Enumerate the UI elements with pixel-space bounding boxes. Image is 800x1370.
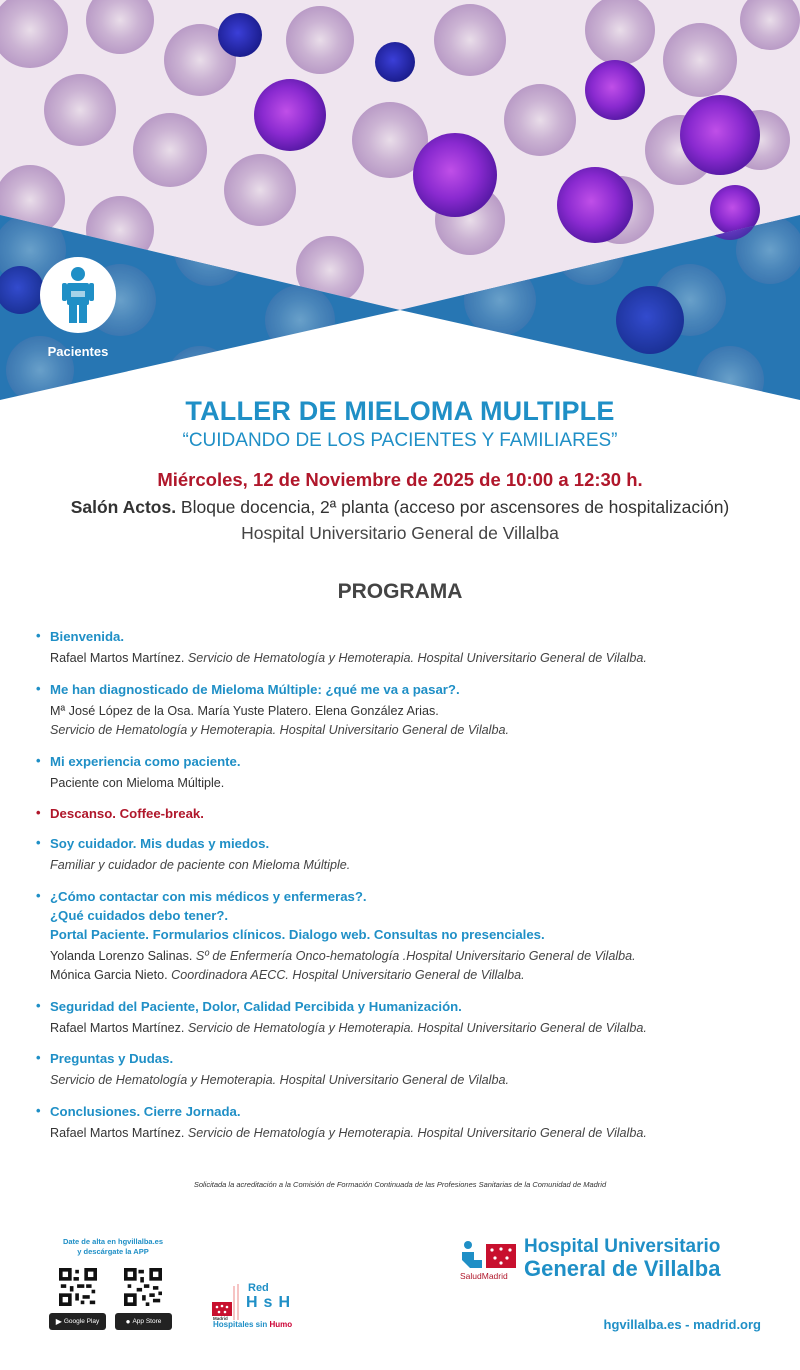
bullet-icon: • <box>36 805 41 820</box>
item-title: Soy cuidador. Mis dudas y miedos. <box>50 836 270 851</box>
item-title: Mi experiencia como paciente. <box>50 753 241 769</box>
item-title: Conclusiones. Cierre Jornada. <box>50 1103 241 1119</box>
play-store-icon: ▶ <box>55 1317 62 1326</box>
bullet-icon: • <box>36 1050 41 1065</box>
app-store-button[interactable] <box>115 1313 172 1330</box>
list-item <box>36 997 776 1039</box>
item-speaker: Mónica Garcia Nieto. Coordinadora AECC. Hospital Universitario General de Villalba. <box>50 968 525 982</box>
app-promo-line2: y descárgate la APP <box>77 1247 149 1256</box>
event-date: Miércoles, 12 de Noviembre de 2025 de 10:00 a 12:30 h. <box>157 469 643 490</box>
item-title: Seguridad del Paciente, Dolor, Calidad Percibida y Humanización. <box>50 998 462 1014</box>
item-title: Preguntas y Dudas. <box>50 1051 174 1066</box>
item-speaker: Paciente con Mieloma Múltiple. <box>50 775 225 790</box>
app-store-label: App Store <box>132 1318 162 1325</box>
bullet-icon: • <box>36 887 41 903</box>
app-promo <box>40 1237 186 1257</box>
list-item <box>36 680 776 741</box>
item-title-line3: Portal Paciente. Formularios clínicos. Dialogo web. Consultas no presenciales. <box>50 926 545 942</box>
event-subtitle: “CUIDANDO DE LOS PACIENTES Y FAMILIARES” <box>182 430 618 451</box>
bullet-icon: • <box>36 1102 41 1118</box>
venue-name: Salón Actos. <box>70 497 177 517</box>
program-heading: PROGRAMA <box>337 580 463 603</box>
website-link[interactable]: hgvillalba.es - madrid.org <box>603 1317 761 1332</box>
google-play-button[interactable] <box>49 1313 106 1330</box>
item-speaker: Rafael Martos Martínez. Servicio de Hematología y Hemoterapia. Hospital Universitario General de Vilalba. <box>50 1125 647 1140</box>
list-item <box>36 1049 776 1091</box>
item-speaker: Mª José López de la Osa. María Yuste Platero. Elena González Arias. <box>50 703 439 718</box>
list-item <box>36 887 776 986</box>
bullet-icon: • <box>36 680 41 696</box>
red-subtitle: Hospitales sin Humo <box>213 1320 293 1329</box>
program-list <box>36 627 776 1154</box>
item-speaker: Rafael Martos Martínez. Servicio de Hematología y Hemoterapia. Hospital Universitario General de Vilalba. <box>50 1020 647 1035</box>
patient-badge <box>40 257 116 333</box>
patient-person-icon <box>58 265 98 325</box>
item-speaker: Servicio de Hematología y Hemoterapia. Hospital Universitario General de Vilalba. <box>50 723 509 737</box>
app-promo-line1[interactable]: Date de alta en hgvillalba.es <box>62 1237 164 1246</box>
item-title: ¿Cómo contactar con mis médicos y enfermeras?. <box>50 888 367 904</box>
list-item <box>36 627 776 669</box>
accreditation-note: Solicitada la acreditación a la Comisión de Formación Continuada de las Profesiones Sanitarias de la Comunidad de Madrid <box>193 1180 607 1189</box>
item-speaker: Rafael Martos Martínez. Servicio de Hematología y Hemoterapia. Hospital Universitario General de Vilalba. <box>50 651 647 665</box>
hospital-logo-line1: Hospital Universitario <box>524 1236 721 1257</box>
bullet-icon: • <box>36 835 41 850</box>
hsh-label: HsH <box>246 1294 297 1311</box>
item-title: Bienvenida. <box>50 629 125 644</box>
bullet-icon: • <box>36 997 41 1013</box>
red-label: Red <box>248 1282 269 1294</box>
list-item <box>36 834 776 876</box>
list-item <box>36 804 776 823</box>
event-hospital: Hospital Universitario General de Villalba <box>241 523 559 543</box>
item-speaker: Yolanda Lorenzo Salinas. Sº de Enfermería Onco-hematología .Hospital Universitario General de Vilalba. <box>50 948 636 963</box>
item-speaker: Servicio de Hematología y Hemoterapia. Hospital Universitario General de Vilalba. <box>50 1073 509 1087</box>
hospital-logo-line2: General de Villalba <box>524 1256 721 1281</box>
bullet-icon: • <box>36 752 41 768</box>
item-title: Me han diagnosticado de Mieloma Múltiple: ¿qué me va a pasar?. <box>50 681 460 697</box>
event-venue <box>0 497 800 518</box>
google-play-label: Google Play <box>63 1318 100 1325</box>
salud-madrid-label: SaludMadrid <box>460 1271 508 1281</box>
list-item <box>36 752 776 794</box>
venue-detail: Bloque docencia, 2ª planta (acceso por ascensores de hospitalización) <box>176 497 730 517</box>
qr-code-app-store[interactable] <box>124 1268 162 1306</box>
item-title: Descanso. Coffee-break. <box>50 806 204 821</box>
badge-label: Pacientes <box>47 344 109 359</box>
apple-icon: ● <box>125 1317 131 1326</box>
bullet-icon: • <box>36 628 41 643</box>
item-speaker: Familiar y cuidador de paciente con Mieloma Múltiple. <box>50 858 351 872</box>
event-title: TALLER DE MIELOMA MULTIPLE <box>185 396 615 426</box>
list-item <box>36 1102 776 1144</box>
red-madrid-label: Madrid <box>213 1316 228 1321</box>
qr-code-google-play[interactable] <box>59 1268 97 1306</box>
item-title-line2: ¿Qué cuidados debo tener?. <box>50 907 229 923</box>
